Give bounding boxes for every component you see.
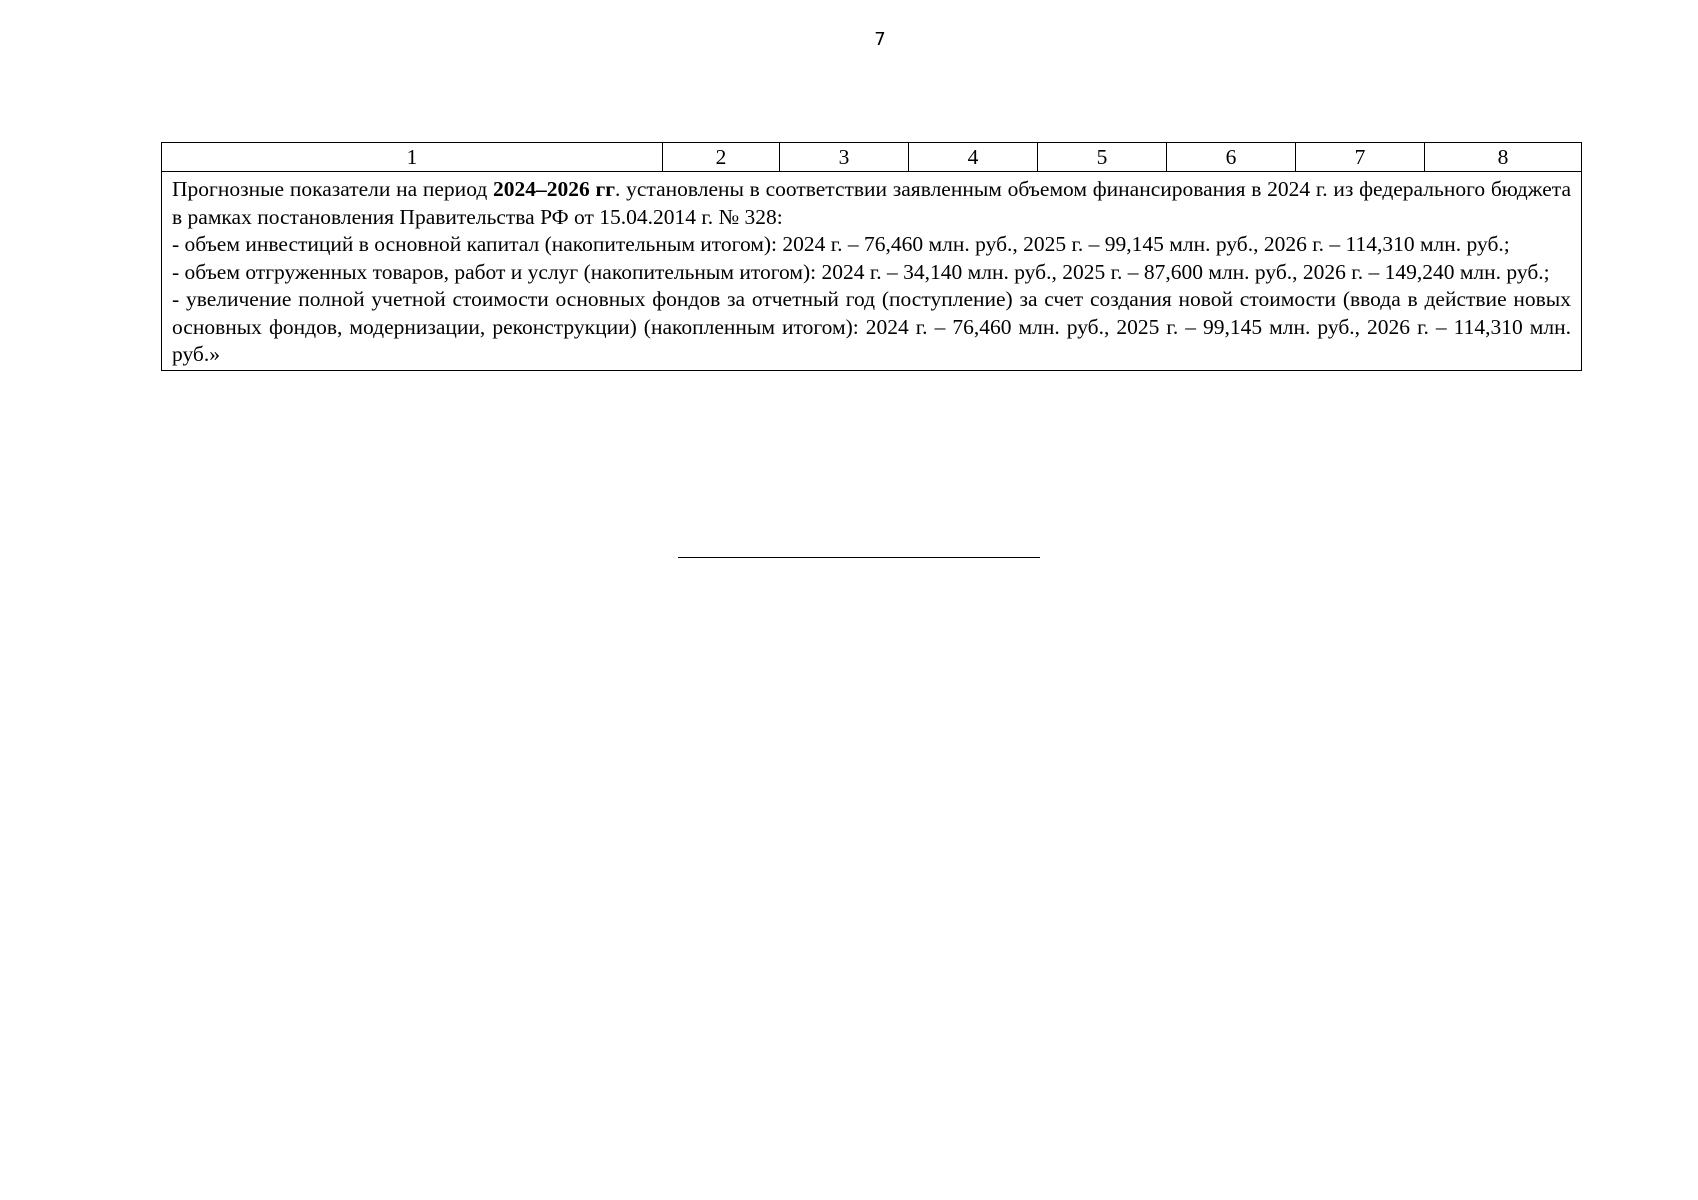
column-number: 7 [1296,143,1425,172]
page-number: 7 [874,29,886,50]
end-of-document-rule [678,557,1040,558]
column-number: 8 [1425,143,1582,172]
column-number: 2 [663,143,780,172]
forecast-item-shipped-goods: - объем отгруженных товаров, работ и услуг (накопительным итогом): 2024 г. – 34,140 млн. руб., 2025 г. – 87,600 млн. руб., 2026 г. – 149,240 млн. руб.; [172,259,1550,284]
forecast-item-investments: - объем инвестиций в основной капитал (накопительным итогом): 2024 г. – 76,460 млн. руб., 2025 г. – 99,145 млн. руб., 2026 г. – 114,310 млн. руб.; [172,232,1510,256]
column-number: 3 [780,143,909,172]
intro-text-start: Прогнозные показатели на период [172,177,493,201]
indicators-table [161,142,1582,371]
column-number: 1 [162,143,663,172]
column-number: 4 [909,143,1038,172]
forecast-cell [162,172,1582,371]
forecast-intro [172,176,1571,231]
intro-text-end: . установлены в соответствии заявленным объемом финансирования в 2024 г. из федерального бюджета в рамках постановления Правительства РФ от 15.04.2014 г. № 328: [172,177,1571,229]
column-number: 6 [1167,143,1296,172]
forecast-row [162,172,1582,371]
column-number: 5 [1038,143,1167,172]
forecast-item-fixed-assets: - увеличение полной учетной стоимости основных фондов за отчетный год (поступление) за счет создания новой стоимости (ввода в действие новых основных фондов, модернизации, реконструкции) (накопленным итогом): 2024 г. – 76,460 млн. руб., 2025 г. – 99,145 млн. руб., 2026 г. – 114,310 млн. руб.» [172,287,1571,366]
column-number-row [162,143,1582,172]
intro-period-bold: 2024–2026 гг [493,177,616,201]
